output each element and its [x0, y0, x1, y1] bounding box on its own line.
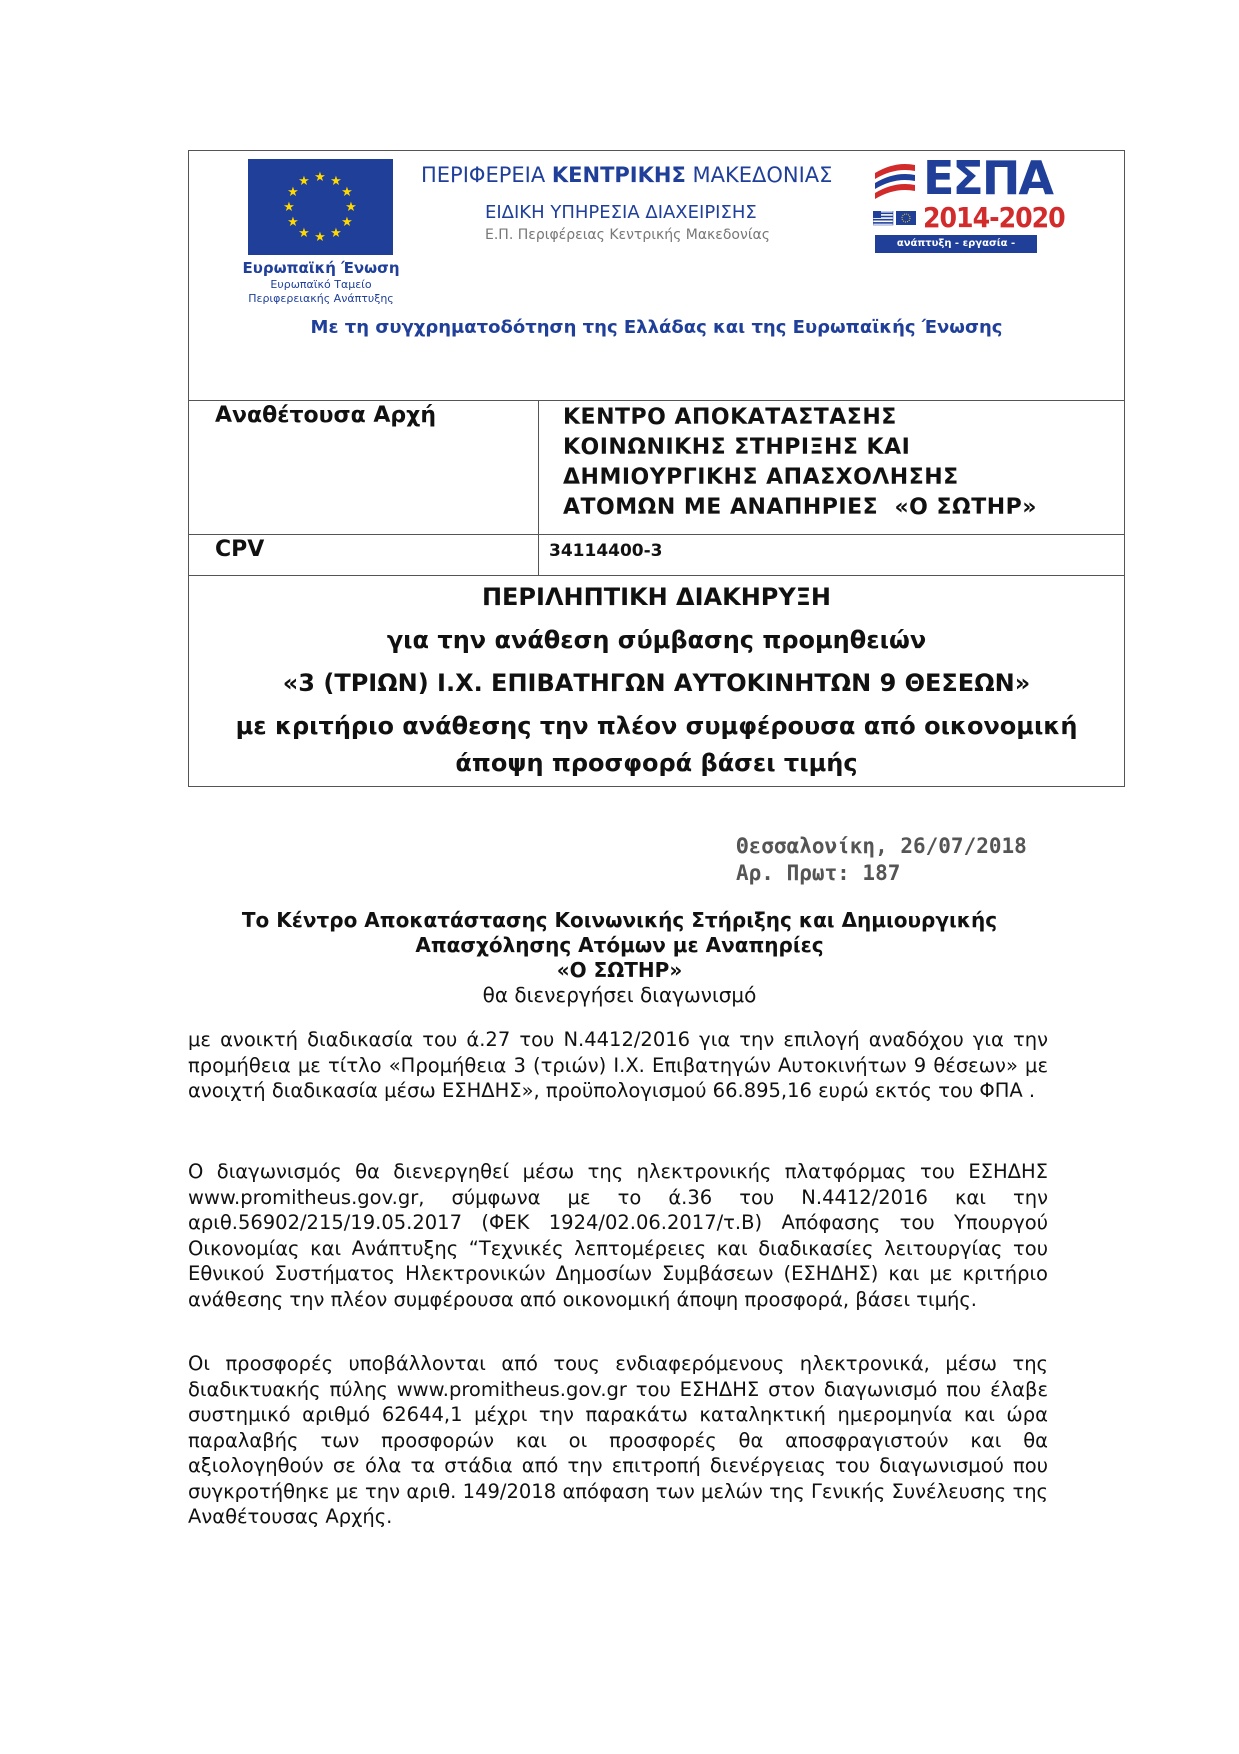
contract-info-table — [188, 400, 1125, 787]
svg-text:★: ★ — [330, 174, 342, 189]
notice-subject: «3 (ΤΡΙΩΝ) Ι.Χ. ΕΠΙΒΑΤΗΓΩΝ ΑΥΤΟΚΙΝΗΤΩΝ 9 ΘΕΣΕΩΝ» — [282, 669, 1031, 697]
svg-text:★: ★ — [314, 230, 326, 245]
espa-wordmark: ΕΣΠΑ — [923, 151, 1052, 205]
managing-authority: ΕΙΔΙΚΗ ΥΠΗΡΕΣΙΑ ΔΙΑΧΕΙΡΙΣΗΣ — [485, 202, 757, 223]
svg-text:★: ★ — [345, 200, 357, 215]
greek-eu-flags-icon — [873, 211, 917, 227]
paragraph-platform: Ο διαγωνισμός θα διενεργηθεί μέσω της ηλεκτρονικής πλατφόρμας του ΕΣΗΔΗΣ www.promitheus.gov.gr, σύμφωνα με το ά.36 του Ν.4412/2016 και την αριθ.56902/215/19.05.2017 (ΦΕΚ 1924/02.06.2017/τ.Β) Απόφασης του Υπουργού Οικονομίας και Ανάπτυξης “Τεχνικές λεπτομέρειες και διαδικασίες λειτουργίας του Εθνικού Συστήματος Ηλεκτρονικών Δημοσίων Συμβάσεων (ΕΣΗΔΗΣ) και με κριτήριο ανάθεσης την πλέον συμφέρουσα από οικονομική άποψη προσφορά, βάσει τιμής. — [188, 1160, 1048, 1311]
svg-text:★: ★ — [283, 200, 295, 215]
svg-text:★: ★ — [287, 185, 299, 200]
espa-years: 2014-2020 — [923, 201, 1065, 234]
intro-line: θα διενεργήσει διαγωνισμό — [482, 983, 757, 1007]
authority-name-line: ΚΕΝΤΡΟ ΑΠΟΚΑΤΑΣΤΑΣΗΣ — [563, 405, 897, 430]
place-date: Θεσσαλονίκη, 26/07/2018 — [736, 834, 1027, 858]
notice-title-block — [189, 576, 1125, 787]
programme-name: Ε.Π. Περιφέρειας Κεντρικής Μακεδονίας — [485, 227, 771, 243]
svg-text:★: ★ — [298, 174, 310, 189]
svg-text:★: ★ — [330, 226, 342, 241]
authority-name-line: ΑΤΟΜΩΝ ΜΕ ΑΝΑΠΗΡΙΕΣ «Ο ΣΩΤΗΡ» — [563, 495, 1038, 520]
cofunding-statement: Με τη συγχρηματοδότηση της Ελλάδας και της Ευρωπαϊκής Ένωσης — [310, 317, 1003, 338]
svg-text:★: ★ — [298, 226, 310, 241]
eu-fund-line-2: Περιφερειακής Ανάπτυξης — [248, 292, 394, 305]
cpv-label: CPV — [189, 535, 539, 576]
header-box — [188, 150, 1125, 400]
paragraph-procedure: με ανοικτή διαδικασία του ά.27 του Ν.4412/2016 για την επιλογή αναδόχου για την προμήθεια με τίτλο «Προμήθεια 3 (τριών) Ι.Χ. Επιβατηγών Αυτοκινήτων 9 θέσεων» με ανοιχτή διαδικασία μέσω ΕΣΗΔΗΣ», προϋπολογισμού 66.895,16 ευρώ εκτός του ΦΠΑ . — [188, 1028, 1048, 1102]
intro-heading — [188, 908, 1051, 1008]
svg-text:★: ★ — [341, 215, 353, 230]
paragraph-submission: Οι προσφορές υποβάλλονται από τους ενδιαφερόμενους ηλεκτρονικά, μέσω της διαδικτυακής πύλης www.promitheus.gov.gr του ΕΣΗΔΗΣ στον διαγωνισμό που έλαβε συστημικό αριθμό 62644,1 μέχρι την παρακάτω καταληκτική ημερομηνία και ώρα παραλαβής των προσφορών και οι προσφορές θα αποσφραγιστούν και θα αξιολογηθούν σε όλα τα στάδια από την επιτροπή διενέργειας του διαγωνισμού που συγκροτήθηκε με την αριθ. 149/2018 απόφαση των μελών της Γενικής Συνέλευσης της Αναθέτουσας Αρχής. — [188, 1352, 1048, 1528]
notice-criterion-2: άποψη προσφορά βάσει τιμής — [455, 749, 858, 777]
intro-line: Απασχόλησης Ατόμων με Αναπηρίες — [415, 933, 824, 957]
notice-subtitle: για την ανάθεση σύμβασης προμηθειών — [386, 626, 927, 654]
svg-text:★: ★ — [314, 170, 326, 185]
authority-name — [539, 401, 1125, 535]
espa-slogan: ανάπτυξη - εργασία - αλληλεγγύη — [875, 235, 1037, 253]
notice-criterion: με κριτήριο ανάθεσης την πλέον συμφέρουσα από οικονομική — [235, 712, 1078, 740]
svg-text:★: ★ — [341, 185, 353, 200]
cpv-value: 34114400-3 — [539, 535, 1125, 576]
notice-title: ΠΕΡΙΛΗΠΤΙΚΗ ΔΙΑΚΗΡΥΞΗ — [481, 583, 832, 611]
espa-stripes-logo — [873, 159, 917, 205]
intro-line: «Ο ΣΩΤΗΡ» — [556, 958, 683, 982]
eu-subtitle — [221, 278, 421, 306]
authority-name-line: ΔΗΜΙΟΥΡΓΙΚΗΣ ΑΠΑΣΧΟΛΗΣΗΣ — [563, 465, 959, 490]
authority-label: Αναθέτουσα Αρχή — [189, 401, 539, 535]
eu-fund-line: Ευρωπαϊκό Ταμείο — [270, 278, 372, 291]
svg-text:★: ★ — [287, 215, 299, 230]
region-name: ΠΕΡΙΦΕΡΕΙΑ ΚΕΝΤΡΙΚΗΣ ΜΑΚΕΔΟΝΙΑΣ — [421, 163, 833, 187]
authority-name-line: ΚΟΙΝΩΝΙΚΗΣ ΣΤΗΡΙΞΗΣ ΚΑΙ — [563, 435, 911, 460]
eu-title: Ευρωπαϊκή Ένωση — [242, 259, 400, 277]
intro-line: Το Κέντρο Αποκατάστασης Κοινωνικής Στήριξης και Δημιουργικής — [241, 908, 998, 932]
place-date-block — [736, 833, 1027, 887]
eu-flag-logo — [248, 159, 393, 255]
protocol-number: Αρ. Πρωτ: 187 — [736, 861, 901, 885]
